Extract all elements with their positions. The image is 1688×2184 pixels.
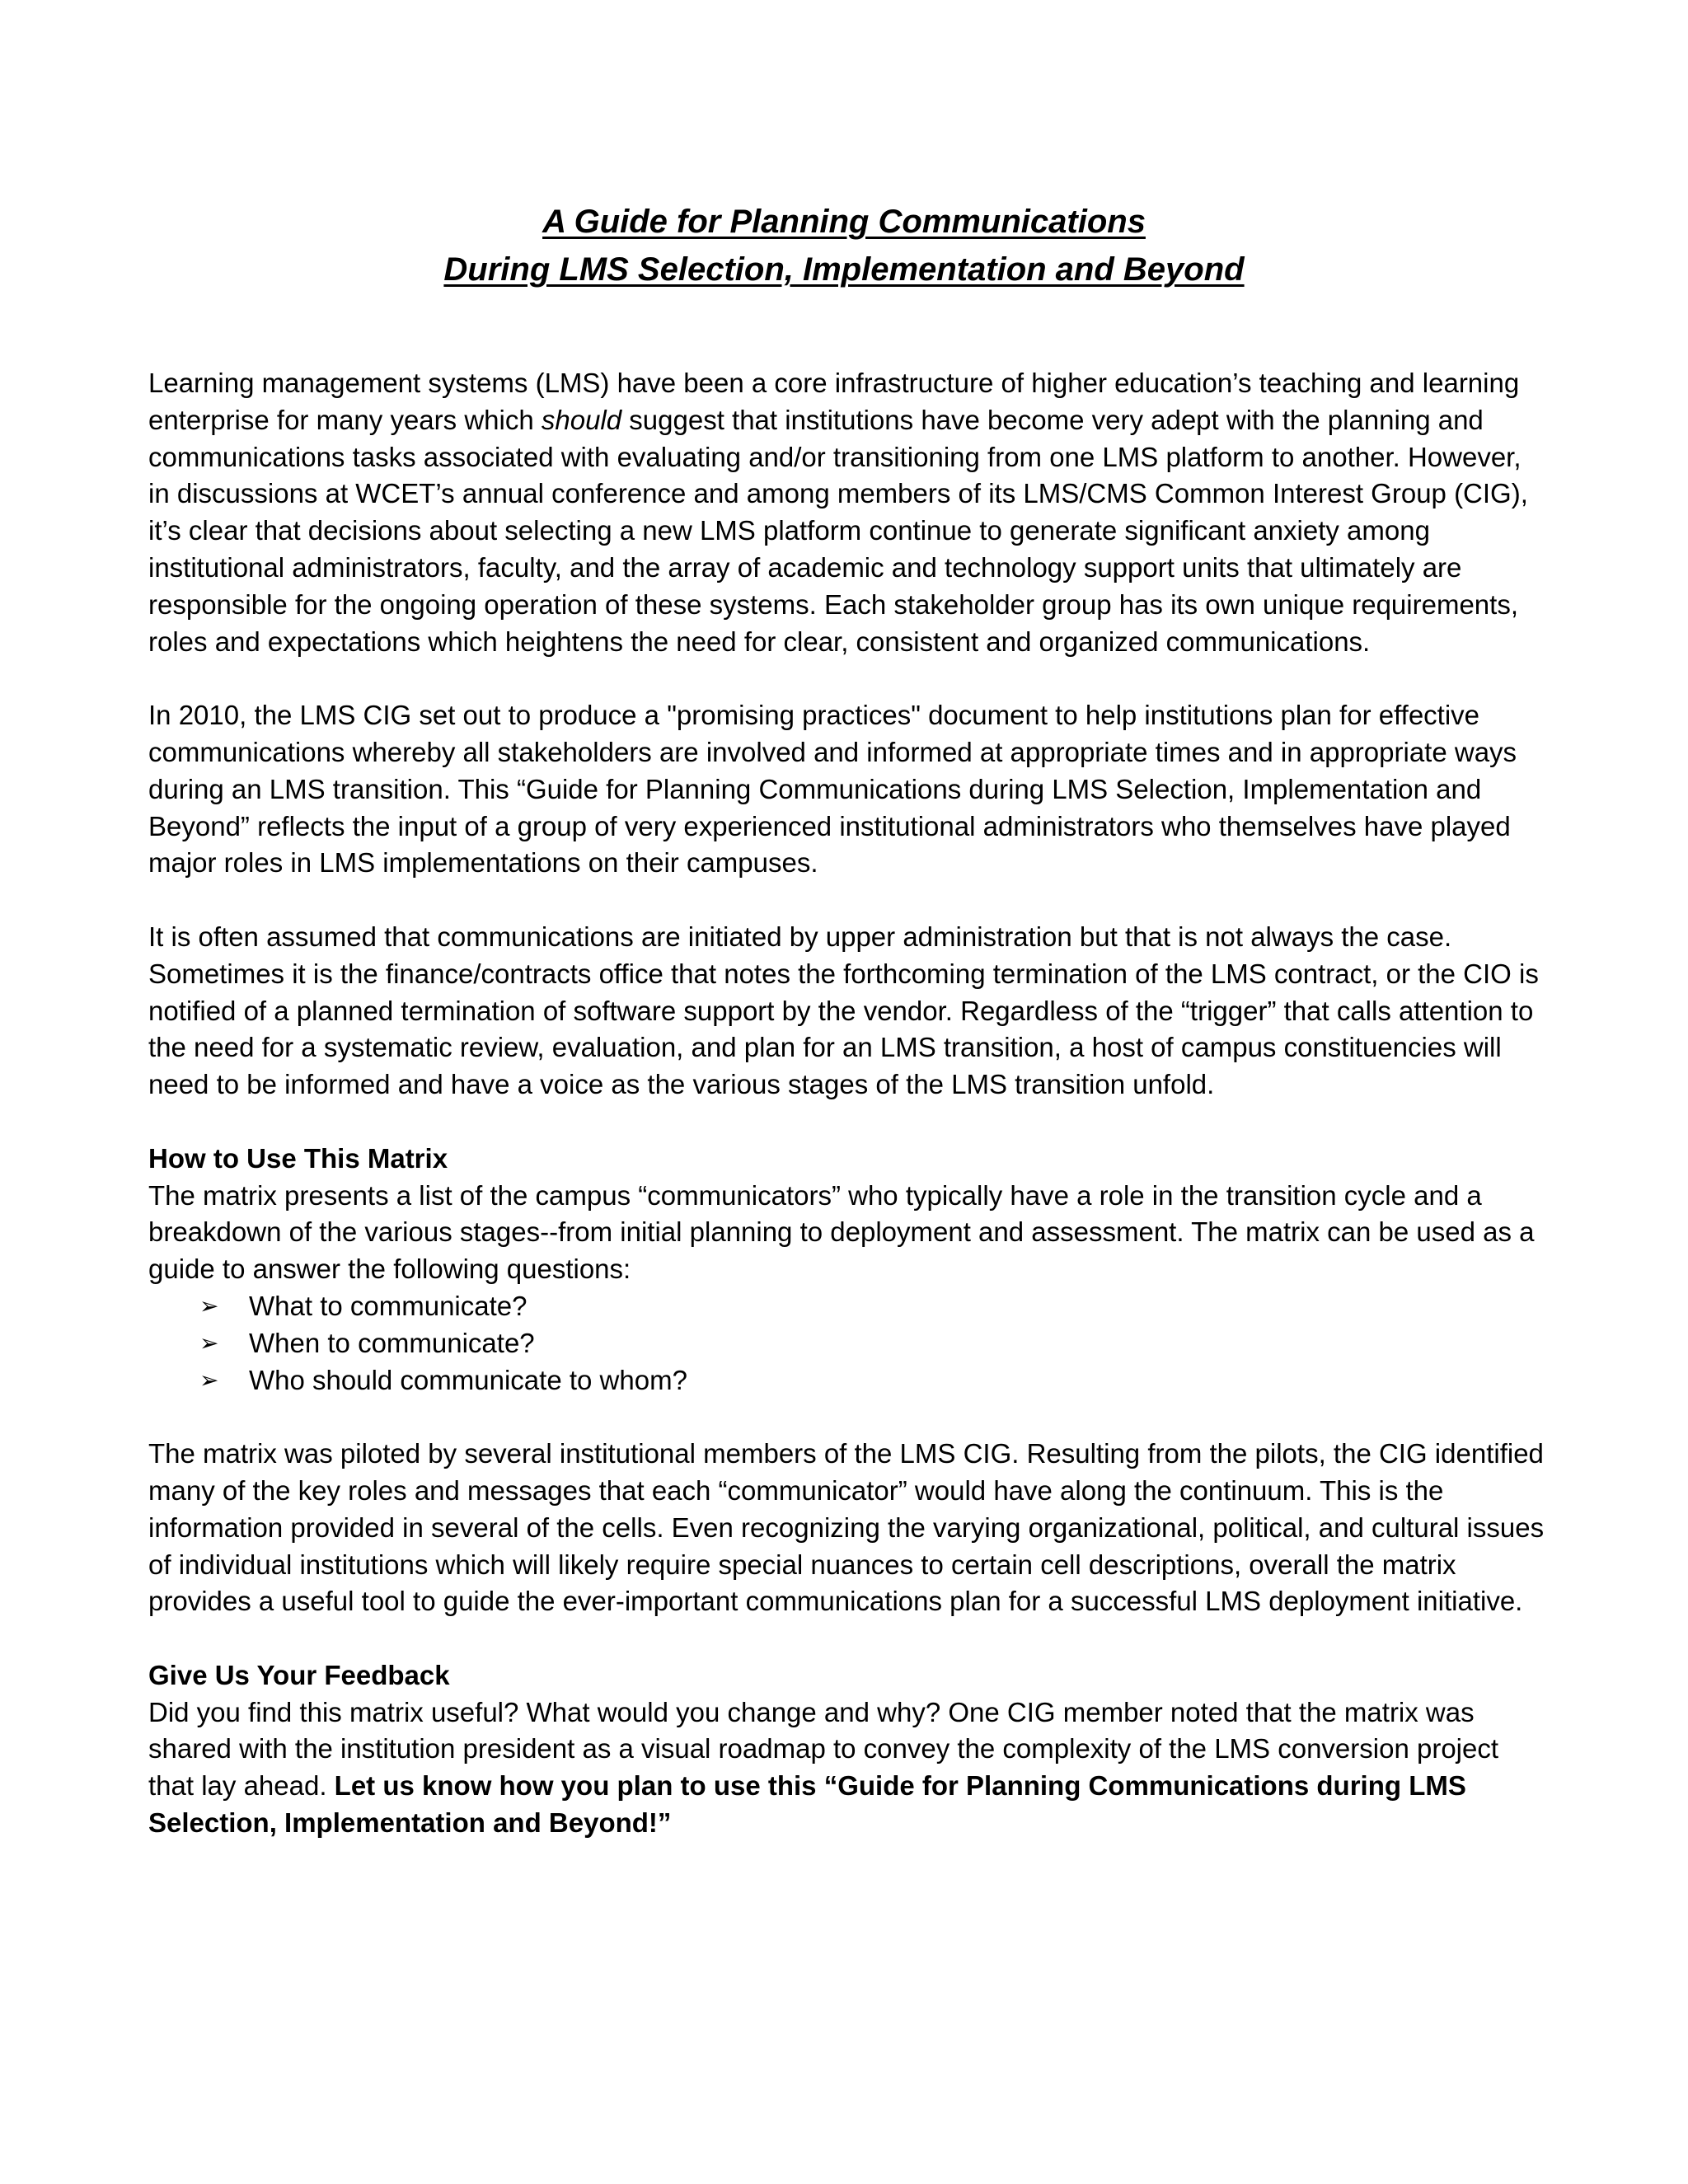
feedback-section — [148, 1657, 1550, 1842]
question-text: Who should communicate to whom? — [249, 1364, 687, 1395]
intro-italic-word: should — [541, 404, 622, 435]
arrow-bullet-icon: ➢ — [199, 1329, 219, 1357]
arrow-bullet-icon: ➢ — [199, 1366, 219, 1394]
title-line-2: During LMS Selection, Implementation and Beyond — [443, 251, 1245, 288]
paragraph-pilot: The matrix was piloted by several institutional members of the LMS CIG. Resulting from the pilots, the CIG identified many of the key roles and messages that each “communicator” would have along the continuum. This is the information provided in several of the cells. Even recognizing the varying organizational, political, and cultural issues of individual institutions which will likely require special nuances to certain cell descriptions, overall the matrix provides a useful tool to guide the ever-important communications plan for a successful LMS deployment initiative. — [148, 1438, 1545, 1617]
how-to-use-heading: How to Use This Matrix — [148, 1142, 448, 1174]
document-title — [0, 198, 1688, 293]
feedback-paragraph — [148, 1694, 1550, 1842]
paragraph-trigger: It is often assumed that communications are initiated by upper administration but that is not always the case. Sometimes it is the finance/contracts office that notes the forthcoming termination of the LMS contract, or the CIO is notified of a planned termination of software support by the vendor. Regardless of the “trigger” that calls attention to the need for a systematic review, evaluation, and plan for an LMS transition, a host of campus constituencies will need to be informed and have a voice as the various stages of the LMS transition unfold. — [148, 921, 1539, 1100]
list-item — [199, 1325, 1550, 1362]
question-text: What to communicate? — [249, 1290, 528, 1321]
question-text: When to communicate? — [249, 1327, 535, 1358]
list-item — [199, 1288, 1550, 1325]
intro-text-end: suggest that institutions have become very adept with the planning and communications tasks associated with evaluating and/or transitioning from one LMS platform to another. However, in discussions at WCET’s annual conference and among members of its LMS/CMS Common Interest Group (CIG), it’s clear that decisions about selecting a new LMS platform continue to generate significant anxiety among institutional administrators, faculty, and the array of academic and technology support units that ultimately are responsible for the ongoing operation of these systems. Each stakeholder group has its own unique requirements, roles and expectations which heightens the need for clear, consistent and organized communications. — [148, 404, 1528, 657]
document-body — [148, 365, 1550, 1842]
how-to-use-text: The matrix presents a list of the campus “communicators” who typically have a role in the transition cycle and a breakdown of the various stages--from initial planning to deployment and assessment. The matrix can be used as a guide to answer the following questions: — [148, 1179, 1535, 1285]
title-line-1: A Guide for Planning Communications — [542, 204, 1146, 240]
feedback-heading: Give Us Your Feedback — [148, 1659, 450, 1690]
intro-text-start: Learning management systems (LMS) have been a core infrastructure of higher education’s teaching and learning enterprise for many years which — [148, 368, 1520, 435]
feedback-text: Did you find this matrix useful? What would you change and why? One CIG member noted that the matrix was shared with the institution president as a visual roadmap to convey the complexity of the LMS conversion project that lay ahead. — [148, 1696, 1499, 1802]
paragraph-2010: In 2010, the LMS CIG set out to produce a "promising practices" document to help institutions plan for effective communications whereby all stakeholders are involved and informed at appropriate times and in appropriate ways during an LMS transition. This “Guide for Planning Communications during LMS Selection, Implementation and Beyond” reflects the input of a group of very experienced institutional administrators who themselves have played major roles in LMS implementations on their campuses. — [148, 700, 1517, 879]
list-item — [199, 1362, 1550, 1399]
arrow-bullet-icon: ➢ — [199, 1291, 219, 1319]
how-to-use-section — [148, 1141, 1550, 1399]
question-list — [148, 1288, 1550, 1399]
feedback-call-to-action: Let us know how you plan to use this “Guide for Planning Communications during LMS Selection, Implementation and Beyond!” — [148, 1770, 1466, 1839]
intro-paragraph — [148, 365, 1550, 660]
